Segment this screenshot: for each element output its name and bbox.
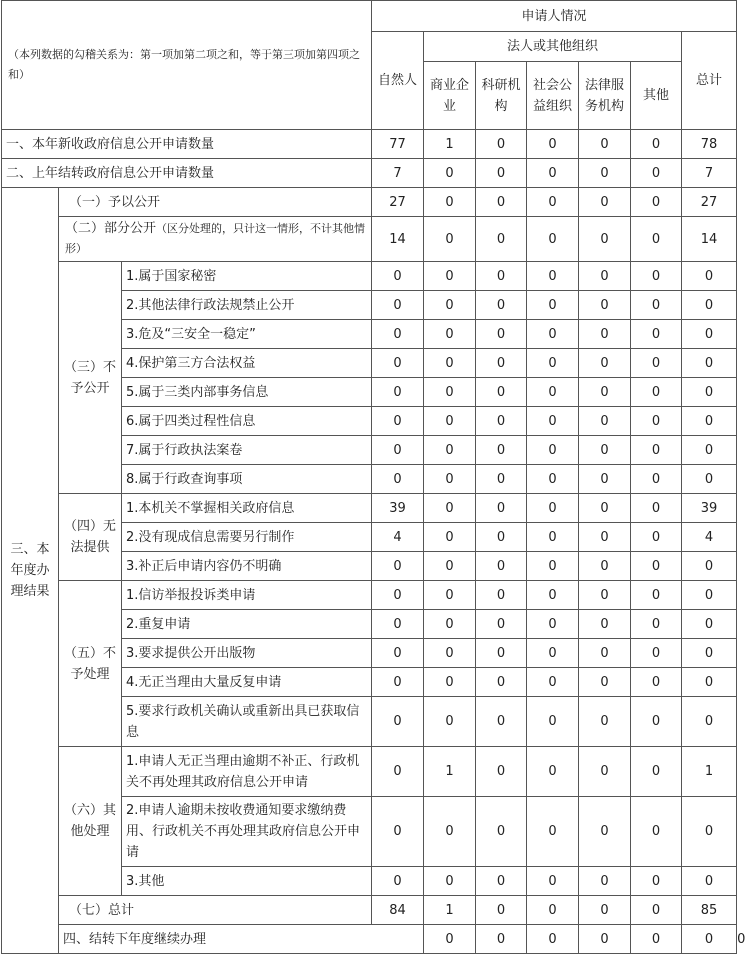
cell: 0 [631, 378, 682, 407]
cell: 0 [579, 217, 631, 262]
cell: 0 [527, 668, 579, 697]
cell: 0 [527, 896, 579, 925]
table-row [2, 581, 737, 610]
cell: 0 [476, 217, 527, 262]
row-label: 4.保护第三方合法权益 [122, 349, 372, 378]
cell: 0 [527, 291, 579, 320]
cell: 0 [682, 797, 737, 867]
cell: 0 [631, 747, 682, 797]
cell: 0 [476, 407, 527, 436]
cell: 0 [631, 465, 682, 494]
cell: 0 [682, 668, 737, 697]
cell: 0 [631, 291, 682, 320]
cell: 0 [476, 523, 527, 552]
cell: 0 [631, 130, 682, 159]
cell: 0 [682, 610, 737, 639]
applicant-header: 申请人情况 [372, 1, 737, 32]
cell: 1 [424, 896, 476, 925]
cell: 0 [476, 896, 527, 925]
cell: 0 [579, 896, 631, 925]
cell: 0 [682, 552, 737, 581]
cell: 0 [372, 581, 424, 610]
cell: 0 [631, 552, 682, 581]
cell: 0 [631, 349, 682, 378]
cell: 0 [579, 320, 631, 349]
cell: 0 [631, 436, 682, 465]
cell: 0 [579, 291, 631, 320]
cell: 0 [682, 925, 737, 954]
col-total: 总计 [682, 32, 737, 130]
row-label: 3.其他 [122, 867, 372, 896]
cell: 0 [527, 494, 579, 523]
cell: 0 [631, 925, 682, 954]
cell: 0 [424, 552, 476, 581]
cell: 0 [476, 697, 527, 747]
group-6-label: （六）其他处理 [59, 747, 122, 896]
cell: 0 [682, 867, 737, 896]
cell: 0 [527, 697, 579, 747]
cell: 0 [579, 797, 631, 867]
group-3-label: （三）不予公开 [59, 262, 122, 494]
cell: 0 [476, 188, 527, 217]
note-cell: （本列数据的勾稽关系为：第一项加第二项之和，等于第三项加第四项之和） [2, 1, 372, 130]
cell: 0 [424, 494, 476, 523]
cell: 0 [682, 465, 737, 494]
cell: 0 [476, 925, 527, 954]
cell: 0 [372, 291, 424, 320]
cell: 0 [579, 407, 631, 436]
cell: 0 [579, 494, 631, 523]
row-label: 4.无正当理由大量反复申请 [122, 668, 372, 697]
cell: 0 [372, 378, 424, 407]
cell: 1 [424, 747, 476, 797]
cell: 0 [424, 436, 476, 465]
cell: 0 [476, 552, 527, 581]
col-business: 商业企业 [424, 62, 476, 130]
row-label: 2.申请人逾期未按收费通知要求缴纳费用、行政机关不再处理其政府信息公开申请 [122, 797, 372, 867]
cell: 0 [579, 159, 631, 188]
table-row [2, 494, 737, 523]
cell: 0 [682, 349, 737, 378]
row-label: （七）总计 [59, 896, 372, 925]
cell: 0 [527, 262, 579, 291]
cell: 1 [424, 130, 476, 159]
cell: 0 [527, 436, 579, 465]
cell: 0 [372, 262, 424, 291]
cell: 0 [579, 925, 631, 954]
row-label: （一）予以公开 [59, 188, 372, 217]
cell: 0 [476, 436, 527, 465]
cell: 0 [424, 217, 476, 262]
cell: 0 [579, 610, 631, 639]
cell: 85 [682, 896, 737, 925]
cell: 0 [424, 797, 476, 867]
cell: 0 [527, 465, 579, 494]
row-label: 2.重复申请 [122, 610, 372, 639]
cell: 0 [527, 747, 579, 797]
cell: 0 [579, 262, 631, 291]
row-label: 3.补正后申请内容仍不明确 [122, 552, 372, 581]
section-3-label: 三、本年度办理结果 [2, 188, 59, 954]
cell: 0 [631, 159, 682, 188]
table-row [2, 188, 737, 217]
cell: 39 [372, 494, 424, 523]
row-label: 7.属于行政执法案卷 [122, 436, 372, 465]
cell: 0 [424, 523, 476, 552]
cell: 0 [631, 697, 682, 747]
cell: 0 [424, 320, 476, 349]
cell: 0 [476, 797, 527, 867]
cell: 0 [631, 896, 682, 925]
cell: 1 [682, 747, 737, 797]
cell: 0 [579, 552, 631, 581]
cell: 0 [682, 320, 737, 349]
cell: 77 [372, 130, 424, 159]
legal-group-header: 法人或其他组织 [424, 32, 682, 62]
cell: 0 [579, 523, 631, 552]
cell: 7 [682, 159, 737, 188]
cell: 0 [476, 159, 527, 188]
cell: 0 [579, 697, 631, 747]
cell: 0 [682, 436, 737, 465]
cell: 0 [631, 523, 682, 552]
cell: 0 [424, 668, 476, 697]
cell: 0 [682, 407, 737, 436]
cell: 0 [631, 262, 682, 291]
cell: 0 [476, 639, 527, 668]
cell: 84 [372, 896, 424, 925]
cell: 0 [682, 291, 737, 320]
cell: 14 [682, 217, 737, 262]
cell: 0 [476, 349, 527, 378]
cell: 0 [424, 159, 476, 188]
cell: 0 [372, 407, 424, 436]
cell: 0 [579, 581, 631, 610]
row-label: 8.属于行政查询事项 [122, 465, 372, 494]
cell: 0 [476, 747, 527, 797]
cell: 0 [424, 610, 476, 639]
cell: 0 [527, 925, 579, 954]
cell: 0 [476, 581, 527, 610]
row-label: 5.要求行政机关确认或重新出具已获取信息 [122, 697, 372, 747]
cell: 0 [424, 581, 476, 610]
cell: 0 [527, 407, 579, 436]
cell: 0 [682, 581, 737, 610]
col-research: 科研机构 [476, 62, 527, 130]
table-row [2, 130, 737, 159]
cell: 0 [527, 797, 579, 867]
cell: 0 [527, 188, 579, 217]
cell: 0 [476, 668, 527, 697]
row-label: 6.属于四类过程性信息 [122, 407, 372, 436]
cell: 0 [372, 668, 424, 697]
cell: 4 [372, 523, 424, 552]
cell: 0 [682, 262, 737, 291]
row-label: 1.申请人无正当理由逾期不补正、行政机关不再处理其政府信息公开申请 [122, 747, 372, 797]
cell: 0 [527, 320, 579, 349]
row-label: 1.本机关不掌握相关政府信息 [122, 494, 372, 523]
cell: 0 [372, 639, 424, 668]
cell: 0 [372, 610, 424, 639]
cell: 0 [527, 378, 579, 407]
col-legal-service: 法律服务机构 [579, 62, 631, 130]
cell: 0 [424, 291, 476, 320]
cell: 0 [631, 867, 682, 896]
cell: 0 [527, 581, 579, 610]
cell: 0 [424, 407, 476, 436]
row-label: 2.没有现成信息需要另行制作 [122, 523, 372, 552]
row-label [59, 217, 372, 262]
group-4-label: （四）无法提供 [59, 494, 122, 581]
row-label: 3.要求提供公开出版物 [122, 639, 372, 668]
col-other: 其他 [631, 62, 682, 130]
cell: 0 [476, 465, 527, 494]
cell: 0 [631, 581, 682, 610]
cell: 0 [631, 217, 682, 262]
cell: 0 [372, 747, 424, 797]
table-row [2, 159, 737, 188]
row-label: 一、本年新收政府信息公开申请数量 [2, 130, 372, 159]
cell: 0 [527, 867, 579, 896]
cell: 0 [527, 349, 579, 378]
partial-label: （二）部分公开 [65, 221, 157, 236]
cell: 0 [424, 867, 476, 896]
cell: 0 [579, 349, 631, 378]
cell: 0 [631, 797, 682, 867]
group-5-label: （五）不予处理 [59, 581, 122, 747]
cell: 0 [631, 188, 682, 217]
cell: 14 [372, 217, 424, 262]
cell: 0 [631, 494, 682, 523]
table-row [2, 747, 737, 797]
cell: 0 [631, 610, 682, 639]
cell: 0 [424, 465, 476, 494]
cell: 0 [372, 465, 424, 494]
row-label: 1.属于国家秘密 [122, 262, 372, 291]
table-row [2, 262, 737, 291]
cell: 0 [372, 697, 424, 747]
cell: 39 [682, 494, 737, 523]
col-public-welfare: 社会公益组织 [527, 62, 579, 130]
cell: 0 [476, 867, 527, 896]
cell: 4 [682, 523, 737, 552]
cell: 0 [579, 639, 631, 668]
cell: 0 [579, 668, 631, 697]
cell: 0 [579, 465, 631, 494]
row-label: 1.信访举报投诉类申请 [122, 581, 372, 610]
col-natural-person: 自然人 [372, 32, 424, 130]
cell: 0 [527, 523, 579, 552]
cell: 0 [372, 552, 424, 581]
cell: 0 [682, 639, 737, 668]
cell: 0 [682, 697, 737, 747]
cell: 0 [424, 925, 476, 954]
cell: 0 [527, 130, 579, 159]
table-row [2, 217, 737, 262]
cell: 0 [372, 349, 424, 378]
cell: 27 [682, 188, 737, 217]
cell: 0 [424, 697, 476, 747]
cell: 0 [476, 494, 527, 523]
cell: 0 [476, 320, 527, 349]
table-row [2, 896, 737, 925]
cell: 0 [579, 436, 631, 465]
cell: 0 [579, 130, 631, 159]
cell: 0 [579, 188, 631, 217]
cell: 0 [631, 639, 682, 668]
cell: 0 [424, 378, 476, 407]
cell: 0 [372, 320, 424, 349]
cell: 0 [527, 639, 579, 668]
report-table [1, 0, 745, 954]
cell: 0 [424, 262, 476, 291]
row-label: 5.属于三类内部事务信息 [122, 378, 372, 407]
cell: 0 [579, 747, 631, 797]
cell: 0 [527, 159, 579, 188]
cell: 0 [424, 349, 476, 378]
cell: 0 [372, 867, 424, 896]
cell: 0 [527, 552, 579, 581]
cell: 0 [579, 867, 631, 896]
cell: 0 [372, 797, 424, 867]
cell: 0 [476, 262, 527, 291]
cell: 0 [424, 188, 476, 217]
cell: 27 [372, 188, 424, 217]
cell: 0 [527, 610, 579, 639]
cell: 0 [476, 610, 527, 639]
cell: 0 [682, 378, 737, 407]
cell: 0 [631, 320, 682, 349]
cell: 0 [631, 668, 682, 697]
cell: 0 [631, 407, 682, 436]
row-label: 3.危及“三安全一稳定” [122, 320, 372, 349]
cell: 0 [372, 436, 424, 465]
partial-note: （区分处理的，只计这一情形，不计其他情形） [65, 222, 366, 255]
cell: 0 [579, 378, 631, 407]
cell: 78 [682, 130, 737, 159]
row-label: 二、上年结转政府信息公开申请数量 [2, 159, 372, 188]
cell: 0 [476, 291, 527, 320]
row-label: 2.其他法律行政法规禁止公开 [122, 291, 372, 320]
cell: 0 [424, 639, 476, 668]
cell: 0 [476, 130, 527, 159]
cell: 0 [527, 217, 579, 262]
row-label: 四、结转下年度继续办理 [59, 925, 424, 954]
table-row: 四、结转下年度继续办理 0 0 0 0 0 0 0 [2, 925, 737, 954]
cell: 0 [476, 378, 527, 407]
cell: 7 [372, 159, 424, 188]
